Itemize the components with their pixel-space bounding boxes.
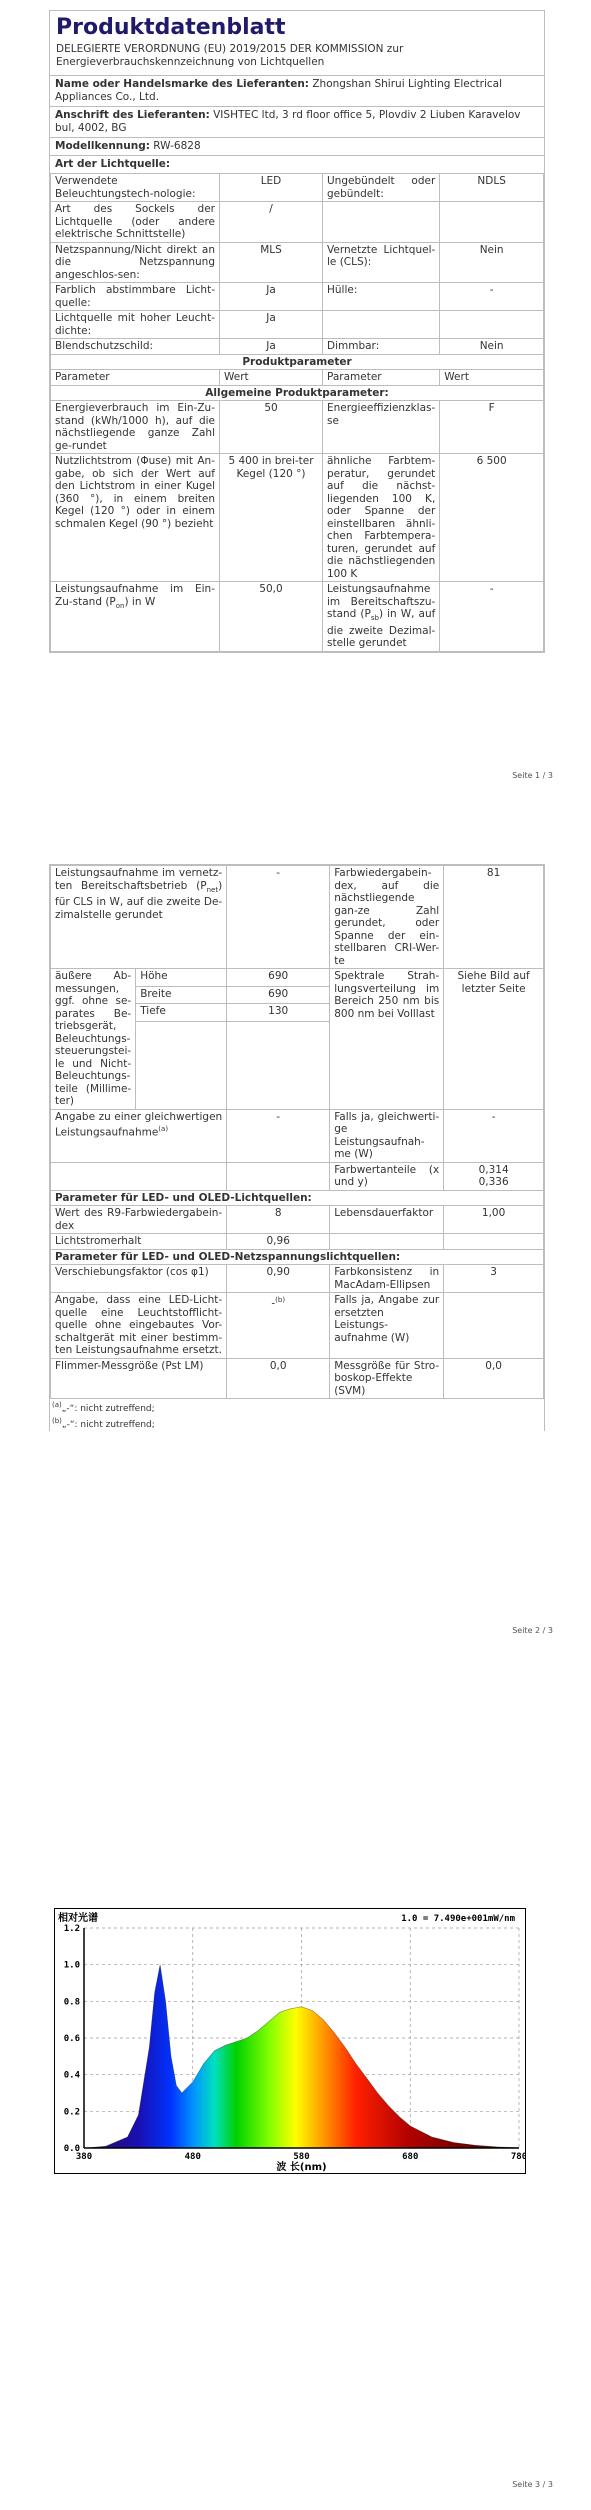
light-source-type-row [50,155,544,173]
param-label: Dimmbar: [323,339,440,355]
page-number: Seite 2 / 3 [512,1626,553,1635]
table-row [51,283,544,311]
param-value: Ja [220,311,323,339]
led-params-header: Parameter für LED- und OLED-Lichtquellen: [51,1190,544,1206]
table-row [51,1109,544,1162]
param-value: Siehe Bild auf letzter Seite [444,969,544,1110]
x-tick-label: 780 [510,2152,526,2162]
param-label: Energieeffizienzklas-se [323,401,440,454]
param-label [323,202,440,243]
param-value: 81 [444,866,544,969]
spectrum-chart [54,1908,526,2174]
param-value: 0,0 [227,1358,330,1399]
dimension-name: Höhe [136,969,227,987]
table-row [51,1206,544,1234]
param-value: LED [220,174,323,202]
param-label: Farbwertanteile (x und y) [330,1162,444,1190]
param-label: Art des Sockels der Lichtquelle (oder andere elektrische Schnittstelle) [51,202,220,243]
param-value: 3 [444,1265,544,1293]
param-label: Lebensdauerfaktor [330,1206,444,1234]
param-value: 6 500 [440,454,544,582]
product-params-table [50,865,544,1399]
x-axis-label: 波 长(nm) [276,2162,327,2173]
param-label: Energieverbrauch im Ein-Zu-stand (kWh/1000 h), auf die nächstliegende ganze Zahl ge-rundet [51,401,220,454]
param-label: Verwendete Beleuchtungstech-nologie: [51,174,220,202]
param-label: Farblich abstimmbare Licht-quelle: [51,283,220,311]
table-row [51,174,544,202]
param-value: F [440,401,544,454]
param-label: Leistungsaufnahme im vernetz-ten Bereitschaftsbetrieb $(P_{net})$ für CLS in W, auf die zweite De-zimalstelle gerundet [51,866,227,969]
column-header-value: Wert [440,370,544,386]
light-source-type-label: Art der Lichtquelle: [55,158,171,170]
param-value: -$^{(b)}$ [227,1293,330,1359]
param-label: Ungebündelt oder gebündelt: [323,174,440,202]
supplier-name-label: Name oder Handelsmarke des Lieferanten: [55,78,309,90]
y-tick-label: 0.4 [63,2070,80,2081]
table-row [51,866,544,969]
dimension-value: 690 [227,986,330,1004]
supplier-address-row [50,106,544,137]
param-value: 1,00 [444,1206,544,1234]
y-tick-label: 1.0 [63,1960,80,1971]
param-label: Leistungsaufnahme im Ein-Zu-stand $(P_{on})$ in W [51,582,220,652]
y-tick-label: 0.2 [63,2107,80,2118]
column-header-parameter: Parameter [323,370,440,386]
section-header-row [51,1249,544,1265]
param-label: Wert des R9-Farbwiedergabein-dex [51,1206,227,1234]
param-value: - [227,1109,330,1162]
footnote-a: $^{(a)}$„-“: nicht zutreffend; [52,1401,155,1414]
dimension-value: 690 [227,969,330,987]
x-tick-label: 380 [75,2152,93,2162]
mains-params-header: Parameter für LED- und OLED-Netzspannungslichtquellen: [51,1249,544,1265]
param-label: Falls ja, Angabe zur ersetzten Leistungs-aufnahme (W) [330,1293,444,1359]
datasheet-box-2 [49,864,545,1431]
supplier-name-row [50,75,544,106]
y-axis-label: 相对光谱 [58,1913,98,1924]
column-header-row [51,370,544,386]
general-params-header: Allgemeine Produktparameter: [51,385,544,401]
table-row [51,1162,544,1190]
param-value: NDLS [440,174,544,202]
param-label: Lichtquelle mit hoher Leucht-dichte: [51,311,220,339]
param-label: Blendschutzschild: [51,339,220,355]
table-row [51,202,544,243]
spectrum-chart-svg [54,1908,526,2174]
table-row [51,242,544,283]
y-tick-label: 1.2 [63,1924,80,1934]
param-label: Flimmer-Messgröße (Pst LM) [51,1358,227,1399]
model-value: RW-6828 [153,140,201,152]
param-label: Leistungsaufnahme im Bereitschaftszu-stand $(P_{sb})$ in W, auf die zweite Dezimal-stelle gerundet [323,582,440,652]
section-header-row [51,385,544,401]
param-value: / [220,202,323,243]
param-label: Farbwiedergabein-dex, auf die nächstliegende gan-ze Zahl gerundet, oder Spanne der ein-stellbaren CRI-Wer-te [330,866,444,969]
product-params-header: Produktparameter [51,354,544,370]
param-value: 0,0 [444,1358,544,1399]
page-number: Seite 1 / 3 [512,771,553,780]
table-row [51,454,544,582]
param-label: Spektrale Strah-lungsverteilung im Bereich 250 nm bis 800 nm bei Volllast [330,969,444,1110]
param-label: ähnliche Farbtem-peratur, gerundet auf die nächst-liegenden 100 K, oder Spanne der einstellbaren ähnli-chen Farbtempera-turen, gerundet auf die nächstliegenden 100 K [323,454,440,582]
param-label: Verschiebungsfaktor (cos φ1) [51,1265,227,1293]
table-row [51,1358,544,1399]
param-value: MLS [220,242,323,283]
param-value: 8 [227,1206,330,1234]
dimension-value: 130 [227,1004,330,1022]
footnote-b: $^{(b)}$„-“: nicht zutreffend; [52,1417,155,1430]
section-header-row [51,354,544,370]
param-value [440,311,544,339]
chart-annotation: 1.0 = 7.490e+001mW/nm [401,1914,515,1924]
table-row [51,582,544,652]
table-row [51,1234,544,1250]
light-source-table [50,173,544,652]
section-header-row [51,1190,544,1206]
param-label: Messgröße für Stro-boskop-Effekte (SVM) [330,1358,444,1399]
dimension-name: Tiefe [136,1004,227,1022]
table-row [51,1293,544,1359]
datasheet-box-1 [49,10,545,653]
param-value: Nein [440,242,544,283]
param-label: Farbkonsistenz in MacAdam-Ellipsen [330,1265,444,1293]
param-value [444,1293,544,1359]
column-header-value: Wert [220,370,323,386]
param-value: Nein [440,339,544,355]
page-number: Seite 3 / 3 [512,2480,553,2489]
param-label: Vernetzte Lichtquel-le (CLS): [323,242,440,283]
param-label [323,311,440,339]
table-row [51,311,544,339]
x-tick-label: 580 [293,2152,310,2162]
y-tick-label: 0.8 [63,1997,80,2008]
table-row [51,339,544,355]
param-label: Angabe, dass eine LED-Licht-quelle eine Leuchtstofflicht-quelle ohne eingebautes Vor-schaltgerät mit einer bestimm-ten Leistungsaufnahme ersetzt. [51,1293,227,1359]
x-tick-label: 480 [184,2152,201,2162]
dimensions-label: äußere Ab-messungen, ggf. ohne se-parates Be-triebsgerät, Beleuchtungs-steuerungstei-le und Nicht-Beleuchtungs-teile (Millime-ter) [51,969,136,1110]
param-value: 50,0 [220,582,323,652]
column-header-parameter: Parameter [51,370,220,386]
y-tick-label: 0.0 [63,2144,80,2154]
param-value: 0,90 [227,1265,330,1293]
supplier-address-label: Anschrift des Lieferanten: [55,109,210,121]
table-row [51,969,544,987]
param-label: Angabe zu einer gleichwertigen Leistungsaufnahme$^{(a)}$ [51,1109,227,1162]
param-value: - [227,866,330,969]
supplier-name-value: Zhongshan Shirui Lighting Electrical Appliances Co., Ltd. [55,78,502,103]
table-row [51,1265,544,1293]
regulation-subtitle: DELEGIERTE VERORDNUNG (EU) 2019/2015 DER KOMMISSION zur Energieverbrauchskennzeichnung von Lichtquellen [56,43,404,68]
param-value: 5 400 in brei-ter Kegel (120 °) [220,454,323,582]
param-label: Falls ja, gleichwerti-ge Leistungsaufnah-me (W) [330,1109,444,1162]
model-row [50,137,544,155]
param-label: Hülle: [323,283,440,311]
param-value: - [440,283,544,311]
param-label: Lichtstromerhalt [51,1234,227,1250]
param-value: - [440,582,544,652]
param-label: Nutzlichtstrom (Φuse) mit An-gabe, ob sich der Wert auf den Lichtstrom in einer Kugel (360 °), in einem breiten Kegel (120 °) oder in einem schmalen Kegel (90 °) bezieht [51,454,220,582]
param-value: 0,96 [227,1234,330,1250]
param-value [440,202,544,243]
page-title: Produktdatenblatt [56,15,286,40]
model-label: Modellkennung: [55,140,150,152]
param-value: 0,314 0,336 [444,1162,544,1190]
supplier-address-value: VISHTEC ltd, 3 rd floor office 5, Plovdiv 2 Liuben Karavelov bul, 4002, BG [55,109,521,134]
dimension-name: Breite [136,986,227,1004]
param-label: Netzspannung/Nicht direkt an die Netzspannung angeschlos-sen: [51,242,220,283]
table-row [51,401,544,454]
x-tick-label: 680 [402,2152,419,2162]
param-value: - [444,1109,544,1162]
param-value: Ja [220,339,323,355]
param-value: Ja [220,283,323,311]
y-tick-label: 0.6 [63,2034,80,2044]
param-value: 50 [220,401,323,454]
